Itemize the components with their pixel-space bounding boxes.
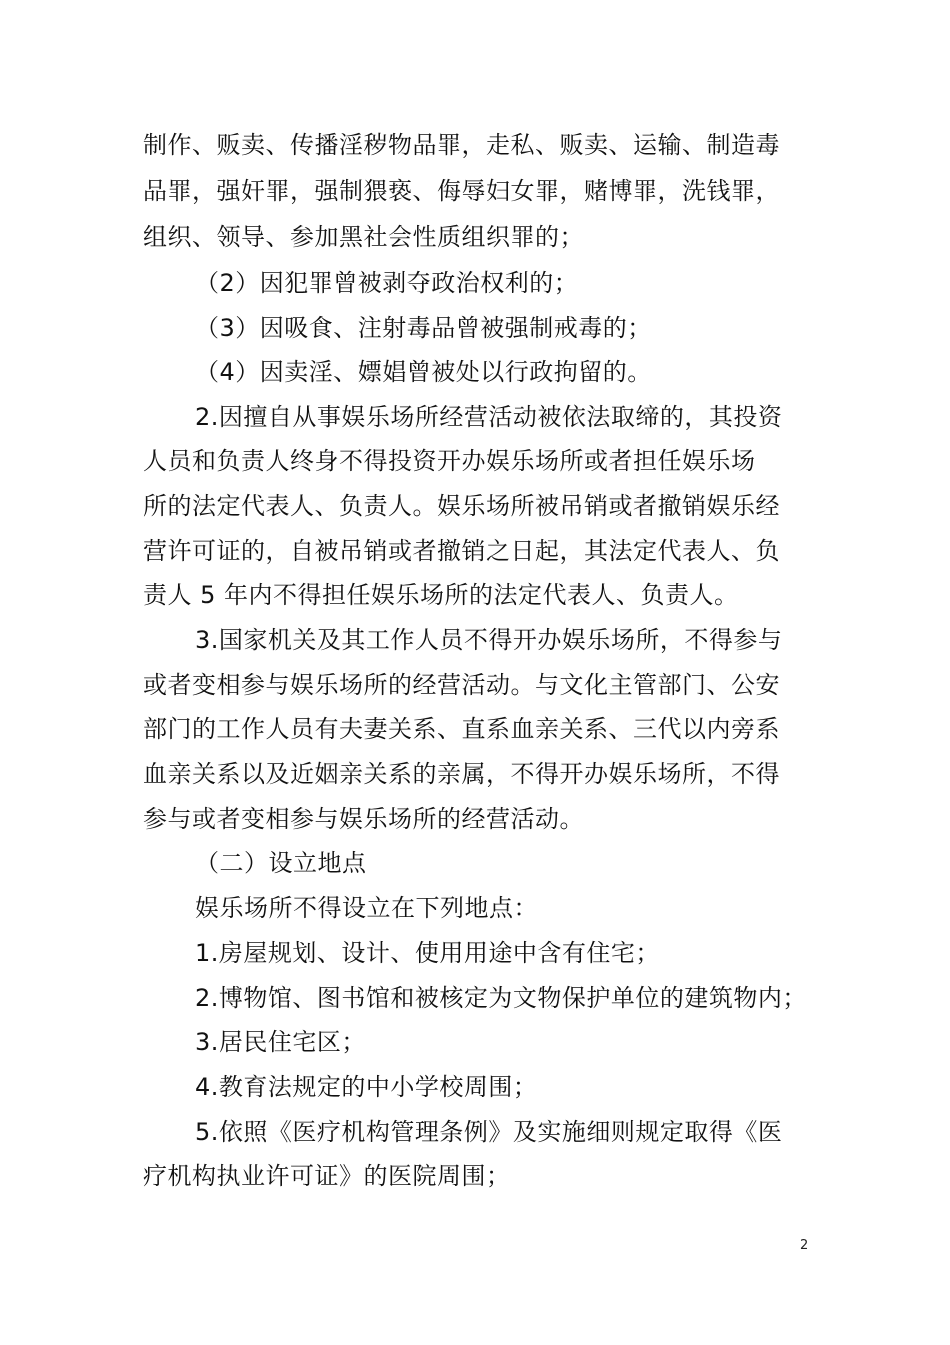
- text-line: 或者变相参与娱乐场所的经营活动。与文化主管部门、公安: [143, 671, 780, 699]
- text-line: 品罪，强奸罪，强制猥亵、侮辱妇女罪，赌博罪，洗钱罪，: [143, 177, 780, 205]
- list-item: 3.居民住宅区；: [195, 1028, 366, 1056]
- list-item: 4.教育法规定的中小学校周围；: [195, 1073, 538, 1101]
- text-line: 责人 5 年内不得担任娱乐场所的法定代表人、负责人。: [143, 581, 739, 609]
- text-line: 血亲关系以及近姻亲关系的亲属，不得开办娱乐场所，不得: [143, 760, 780, 788]
- text-line: 制作、贩卖、传播淫秽物品罪，走私、贩卖、运输、制造毒: [143, 131, 780, 159]
- page-number: 2: [800, 1238, 809, 1253]
- text-line: 营许可证的，自被吊销或者撤销之日起，其法定代表人、负: [143, 537, 780, 565]
- section-heading: （二）设立地点: [195, 849, 367, 877]
- text-line: （4）因卖淫、嫖娼曾被处以行政拘留的。: [195, 358, 652, 386]
- text-line: 所的法定代表人、负责人。娱乐场所被吊销或者撤销娱乐经: [143, 492, 780, 520]
- text-line: 疗机构执业许可证》的医院周围；: [143, 1162, 511, 1190]
- text-line: 部门的工作人员有夫妻关系、直系血亲关系、三代以内旁系: [143, 715, 780, 743]
- text-line: 组织、领导、参加黑社会性质组织罪的；: [143, 223, 584, 251]
- text-line: （3）因吸食、注射毒品曾被强制戒毒的；: [195, 314, 652, 342]
- list-item: 5.依照《医疗机构管理条例》及实施细则规定取得《医: [195, 1118, 783, 1146]
- text-line: 2.因擅自从事娱乐场所经营活动被依法取缔的，其投资: [195, 403, 783, 431]
- text-line: 参与或者变相参与娱乐场所的经营活动。: [143, 805, 584, 833]
- list-item: 2.博物馆、图书馆和被核定为文物保护单位的建筑物内；: [195, 984, 807, 1012]
- text-line: （2）因犯罪曾被剥夺政治权利的；: [195, 269, 579, 297]
- list-item: 1.房屋规划、设计、使用用途中含有住宅；: [195, 939, 660, 967]
- text-line: 娱乐场所不得设立在下列地点：: [195, 894, 538, 922]
- text-line: 人员和负责人终身不得投资开办娱乐场所或者担任娱乐场: [143, 447, 756, 475]
- text-line: 3.国家机关及其工作人员不得开办娱乐场所，不得参与: [195, 626, 783, 654]
